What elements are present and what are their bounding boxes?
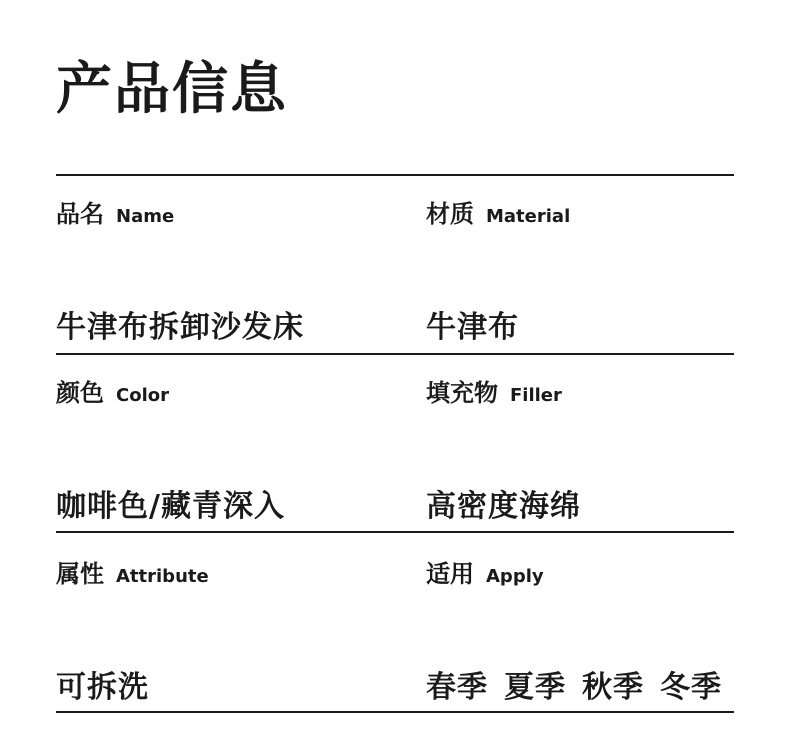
attribute-label-cn: 属性 [56,560,104,588]
material-label [426,194,570,229]
color-value: 咖啡色/藏青深入 [56,489,285,524]
season-winter: 冬季 [660,670,722,705]
apply-label-cn: 适用 [426,560,474,588]
apply-label [426,554,544,589]
page-title: 产品信息 [56,57,288,122]
name-label [56,194,174,229]
divider-line [56,531,734,533]
color-label-cn: 颜色 [56,379,104,407]
divider-line [56,711,734,713]
name-value: 牛津布拆卸沙发床 [56,310,304,345]
apply-seasons [426,662,722,706]
filler-label-en: Filler [510,385,562,406]
season-autumn: 秋季 [582,670,644,705]
season-spring: 春季 [426,670,488,705]
divider-line [56,353,734,355]
material-value: 牛津布 [426,310,519,345]
filler-label-cn: 填充物 [426,379,498,407]
attribute-value: 可拆洗 [56,670,149,705]
name-label-cn: 品名 [56,200,104,228]
color-label [56,373,169,408]
filler-value: 高密度海绵 [426,489,581,524]
material-label-en: Material [486,206,571,227]
filler-label [426,373,562,408]
color-label-en: Color [116,385,169,406]
divider-line [56,174,734,176]
attribute-label [56,554,209,589]
name-label-en: Name [116,206,175,227]
material-label-cn: 材质 [426,200,474,228]
apply-label-en: Apply [486,566,544,587]
attribute-label-en: Attribute [116,566,209,587]
season-summer: 夏季 [504,670,566,705]
